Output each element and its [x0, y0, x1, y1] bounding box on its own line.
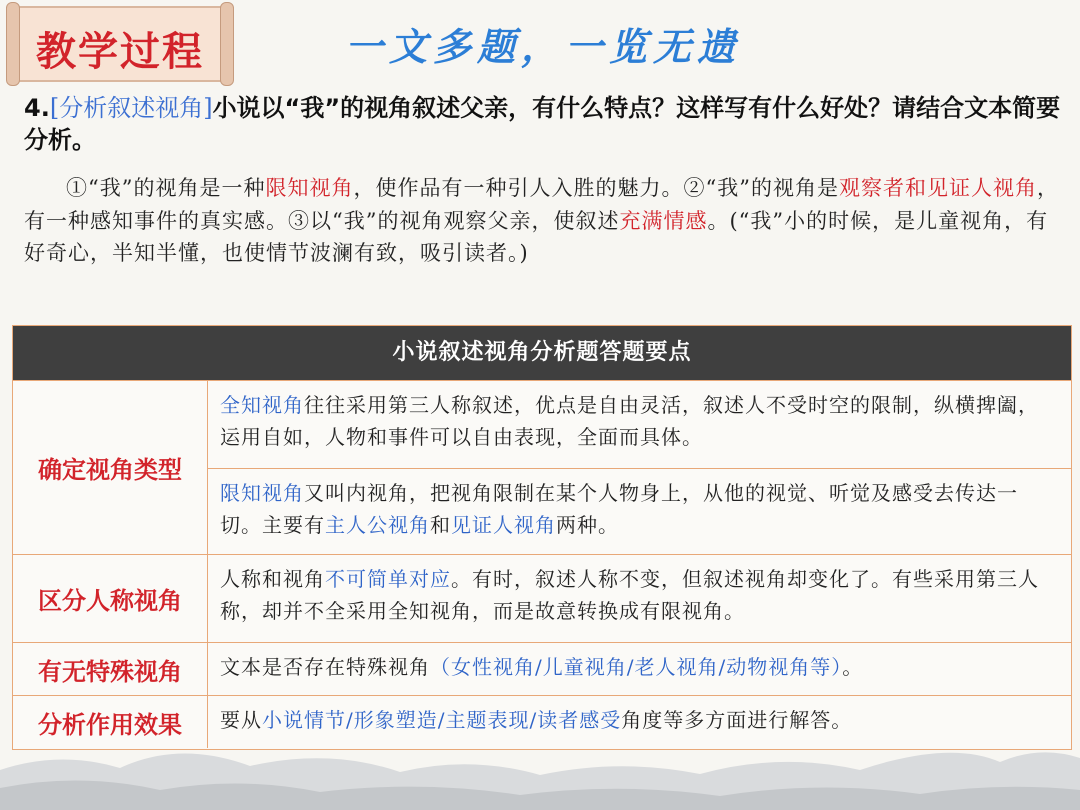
answer-text-4: 。(“我”小的时候，是儿童视角，有好奇心，半知半懂，也使情节波澜有致，吸引读者。) [24, 208, 1049, 265]
cell-highlight: 小说情节/形象塑造/主题表现/读者感受 [262, 708, 622, 732]
question [24, 92, 1064, 156]
cell-text: 又叫内视角，把视角限制在某个人物身上，从他的视觉、听觉及感受去传达一切。主要有 [220, 481, 1018, 537]
answer-text-3: ，有一种感知事件的真实感。③以“我”的视角观察父亲，使叙述 [24, 176, 1059, 233]
answer-text-2: ，使作品有一种引人入胜的魅力。②“我”的视角是 [353, 176, 839, 200]
table-title: 小说叙述视角分析题答题要点 [13, 326, 1071, 380]
cell-highlight: 限知视角 [220, 481, 304, 505]
cell-highlight: 见证人视角 [451, 513, 556, 537]
cell-highlight: 全知视角 [220, 393, 304, 417]
answer-highlight-1: 限知视角 [265, 176, 354, 200]
cell-text: 文本是否存在特殊视角 [220, 655, 430, 679]
table-cell [208, 643, 1071, 683]
key-points-table [12, 325, 1072, 750]
cell-text: 。有时，叙述人称不变，但叙述视角却变化了。有些采用第三人称，却并不全采用全知视角，而是故意转换成有限视角。 [220, 567, 1039, 623]
row-category: 分析作用效果 [13, 696, 208, 748]
cell-text: 往往采用第三人称叙述，优点是自由灵活，叙述人不受时空的限制，纵横捭阖，运用自如，人物和事件可以自由表现，全面而具体。 [220, 393, 1039, 449]
table-row [13, 380, 1071, 554]
answer-highlight-3: 充满情感 [619, 208, 708, 233]
cell-text: 。 [842, 655, 864, 679]
cell-text: 要从 [220, 708, 262, 732]
cell-highlight: 不可简单对应 [325, 567, 451, 591]
cell-text: 角度等多方面进行解答。 [621, 708, 853, 732]
cell-text: 人称和视角 [220, 567, 325, 591]
cell-text: 和 [430, 513, 451, 537]
question-number: 4. [24, 94, 50, 122]
cell-text: 两种。 [556, 513, 619, 537]
row-category: 确定视角类型 [13, 381, 208, 554]
cell-highlight: 主人公视角 [325, 513, 430, 537]
section-title: 教学过程 [36, 29, 204, 75]
slogan: 一文多题，一览无遗 [345, 24, 742, 69]
row-category: 有无特殊视角 [13, 643, 208, 695]
answer-highlight-2: 观察者和见证人视角 [838, 176, 1037, 200]
answer-text-1: ①“我”的视角是一种 [66, 176, 266, 200]
cell-highlight: （女性视角/儿童视角/老人视角/动物视角等） [430, 655, 843, 679]
question-text: 小说以“我”的视角叙述父亲，有什么特点？这样写有什么好处？请结合文本简要分析。 [24, 94, 1061, 154]
table-row [13, 554, 1071, 642]
row-category: 区分人称视角 [13, 555, 208, 642]
table-cell [208, 381, 1071, 468]
table-cell [208, 555, 1071, 627]
table-row [13, 642, 1071, 695]
table-cell [208, 696, 1071, 736]
table-cell [208, 468, 1071, 555]
question-tag: [分析叙述视角] [49, 94, 213, 122]
answer-paragraph [24, 172, 1064, 270]
table-row [13, 695, 1071, 748]
section-title-scroll [12, 6, 228, 82]
